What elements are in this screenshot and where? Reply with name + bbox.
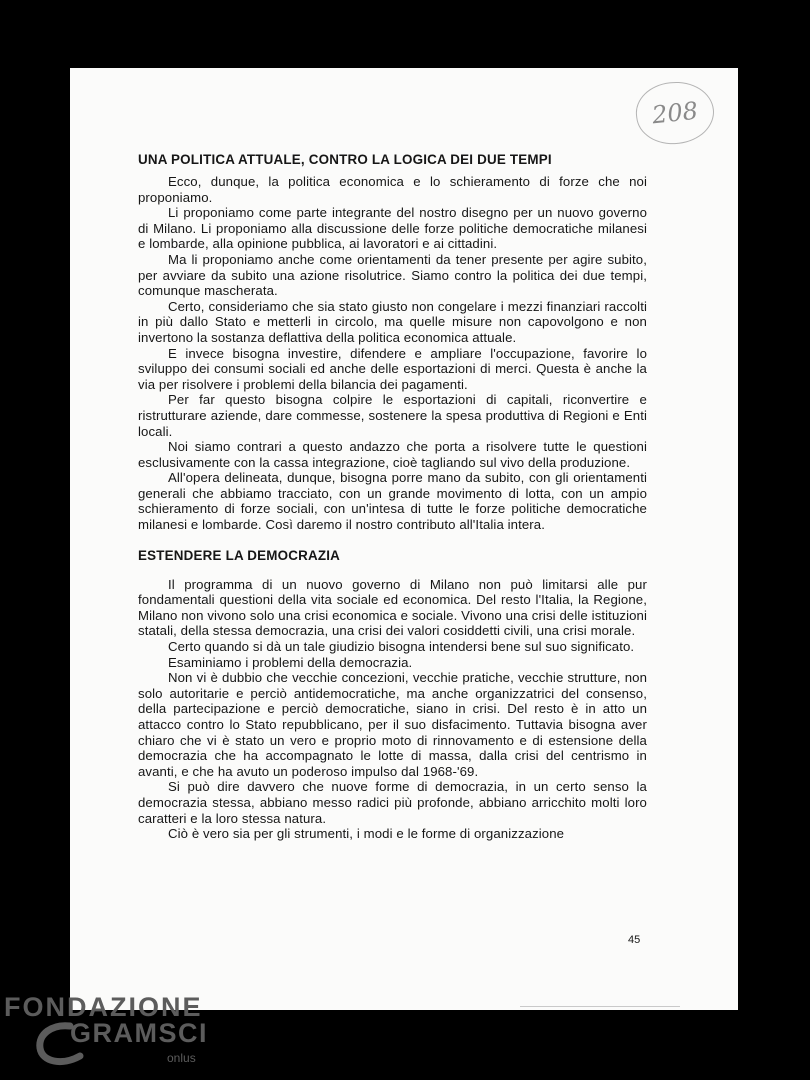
paragraph: Esaminiamo i problemi della democrazia. (168, 654, 413, 670)
paragraph: Si può dire davvero che nuove forme di democrazia, in un certo senso la democrazia stessa, abbiano messo radici più profonde, abbiano arricchito molti loro caratteri e la loro stessa natura. (138, 779, 647, 826)
paragraph: Per far questo bisogna colpire le esportazioni di capitali, riconvertire e ristrutturare aziende, dare commesse, sostenere la spesa produttiva di Regioni e Enti locali. (138, 392, 647, 439)
section-heading: UNA POLITICA ATTUALE, CONTRO LA LOGICA DEI DUE TEMPI (138, 152, 552, 167)
scan-artifact-line (520, 1006, 680, 1007)
page-number: 45 (628, 934, 641, 946)
paragraph: Il programma di un nuovo governo di Milano non può limitarsi alle pur fondamentali questioni della vita sociale ed economica. Del resto l'Italia, la Regione, Milano non vivono solo una crisi economica e sociale. Vivono una crisi delle istituzioni statali, della stessa democrazia, una crisi dei valori cosiddetti civili, una crisi morale. (138, 576, 647, 639)
paragraph: All'opera delineata, dunque, bisogna porre mano da subito, con gli orientamenti generali che abbiamo tracciato, con un grande movimento di lotta, con un ampio schieramento di forze sociali, con un'intesa di tutte le forze politiche democratiche milanesi e lombarde. Così daremo il nostro contributo all'Italia intera. (138, 470, 647, 533)
paragraph: Ma li proponiamo anche come orientamenti da tener presente per agire subito, per avviare da subito una azione risolutrice. Siamo contro la politica dei due tempi, comunque mascherata. (138, 251, 647, 299)
paragraph: Ecco, dunque, la politica economica e lo schieramento di forze che noi proponiamo. (138, 174, 647, 205)
paragraph: Li proponiamo come parte integrante del nostro disegno per un nuovo governo di Milano. Li proponiamo alla discussione delle forze politiche democratiche milanesi e lombarde, alla opinione pubblica, ai lavoratori e ai cittadini. (138, 205, 647, 252)
paragraph: Ciò è vero sia per gli strumenti, i modi e le forme di organizzazione (168, 826, 565, 842)
page-content (138, 151, 647, 842)
document-page (70, 68, 738, 1010)
watermark-logo (4, 992, 224, 1076)
paragraph: Certo quando si dà un tale giudizio bisogna intendersi bene sul suo significato. (168, 639, 635, 655)
paragraph: Noi siamo contrari a questo andazzo che porta a risolvere tutte le questioni esclusivamente con la cassa integrazione, cioè tagliando sul vivo della produzione. (138, 439, 647, 470)
watermark-suffix: onlus (167, 1051, 196, 1065)
watermark-line1: FONDAZIONE (4, 992, 203, 1022)
handwritten-page-annotation: 208 (633, 78, 717, 148)
section-heading: ESTENDERE LA DEMOCRAZIA (138, 547, 340, 563)
paragraph: Certo, consideriamo che sia stato giusto non congelare i mezzi finanziari raccolti in più dallo Stato e metterli in circolo, ma quelle misure non capovolgono e non invertono la sostanza deflattiva della politica economica attuale. (138, 298, 647, 345)
watermark-line2: GRAMSCI (70, 1018, 208, 1048)
paragraph: E invece bisogna investire, difendere e ampliare l'occupazione, favorire lo sviluppo dei consumi sociali ed anche delle esportazioni di merci. Questa è anche la via per risolvere i problemi della bilancia dei pagamenti. (138, 345, 647, 392)
paragraph: Non vi è dubbio che vecchie concezioni, vecchie pratiche, vecchie strutture, non solo autoritarie e perciò antidemocratiche, ma anche organizzatrici del consenso, della partecipazione e perciò democratiche, siano in crisi. Del resto è in atto un attacco contro lo Stato repubblicano, per il suo disfacimento. Tuttavia bisogna aver chiaro che vi è stato un vero e proprio moto di rinnovamento e di estensione della democrazia che ha accompagnato le lotte di massa, dalla crisi del centrismo in avanti, e che ha avuto un poderoso impulso dal 1968-'69. (138, 670, 647, 779)
